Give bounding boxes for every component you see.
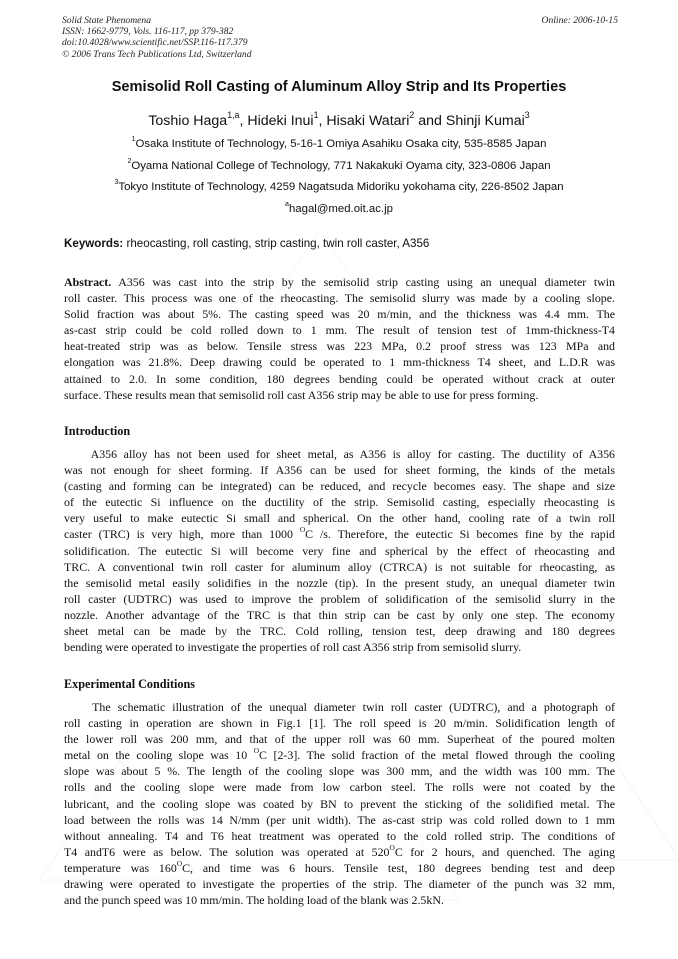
contact-email[interactable]: $^a$hagal@med.oit.ac.jp bbox=[285, 201, 393, 215]
text-line: roll casting in operation are shown in Fig.1 [1]. The roll speed is 20 m/min. Solidification length of bbox=[64, 716, 615, 731]
text-line: heat-treated strip was as below. Tensile stress was 223 MPa, 0.2 proof stress was 123 MPa and bbox=[64, 339, 615, 354]
text-line: T4 andT6 were as below. The solution was operated at $520^OC$ for 2 hours, and quenched. The aging bbox=[64, 842, 615, 859]
text-line: temperature was $160^OC$, and time was 6 hours. Tensile test, 180 degrees bending test and deep bbox=[64, 858, 615, 875]
keywords-text: rheocasting, roll casting, strip casting, twin roll caster, A356 bbox=[123, 237, 430, 250]
abstract-label: Abstract. bbox=[64, 275, 112, 289]
text-line: metal on the cooling slope was 10 $^O$C [2-3]. The solid fraction of the metal flowed through the cooling bbox=[64, 746, 615, 763]
text-line: lubricant, and the cooling slope was coated by BN to prevent the sticking of the solidified metal. The bbox=[64, 796, 615, 811]
text-line: (casting and forming can be integrated) can be reduced, and recycle becomes easy. The shape and size bbox=[64, 479, 615, 494]
copyright-line: © 2006 Trans Tech Publications Ltd, Switzerland bbox=[62, 48, 252, 60]
text-line: solidification. The eutectic Si will become very fine and spherical by the effect of rheocasting and bbox=[64, 543, 615, 558]
text-line: roll caster (UDTRC) was used to improve the problem of solidification of the semisolid slurry in the bbox=[64, 591, 615, 606]
text-line: drawing were operated to investigate the properties of the strip. The diameter of the punch was 32 mm, bbox=[64, 877, 615, 892]
affiliation-3: $^3$Tokyo Institute of Technology, 4259 Nagatsuda Midoriku yokohama city, 226-8502 Japan bbox=[114, 179, 564, 193]
text-line: load between the rolls was 14 N/mm (per unit width). The as-cast strip was cold rolled down to 1 mm bbox=[64, 812, 615, 827]
text-line: Abstract. A356 was cast into the strip by the semisolid strip casting using an unequal diameter twin bbox=[64, 275, 615, 289]
author: Hideki Inui$^1$, bbox=[247, 109, 327, 129]
affiliation-1: $^1$Osaka Institute of Technology, 5-16-1 Omiya Asahiku Osaka city, 535-8585 Japan bbox=[131, 136, 547, 150]
text-line: and the punch speed was 10 mm/min. The holding load of the blank was 2.5kN. bbox=[64, 893, 444, 908]
journal-name: Solid State Phenomena bbox=[62, 15, 151, 26]
text-line: The schematic illustration of the unequal diameter twin roll caster (UDTRC), and a photograph of bbox=[64, 700, 615, 714]
doi-line: doi:10.4028/www.scientific.net/SSP.116-117.379 bbox=[62, 37, 248, 49]
text-line: very useful to make eutectic Si small and spherical. On the other hand, cooling rate of a twin roll bbox=[64, 511, 615, 526]
text-line: attained to 2.0. In some condition, 180 degrees bending could be operated without crack at outer bbox=[64, 371, 615, 386]
abstract-paragraph bbox=[64, 274, 615, 403]
affiliation-2: $^2$Oyama National College of Technology, 771 Nakakuki Oyama city, 323-0806 Japan bbox=[127, 158, 551, 172]
text-line: was not enough for sheet forming. If A356 can be used for sheet forming, the kinds of the metals bbox=[64, 463, 615, 478]
journal-header bbox=[62, 15, 618, 60]
author: Hisaki Watari$^2$ and bbox=[326, 109, 446, 129]
text-line: Solid fraction was about 5%. The casting speed was 20 m/min, and the thickness was 4.4 mm. The bbox=[64, 307, 615, 322]
online-date: Online: 2006-10-15 bbox=[541, 15, 618, 26]
text-line: bending were operated to investigate the properties of roll cast A356 strip from semisolid slurry. bbox=[64, 640, 522, 655]
section-heading-introduction: Introduction bbox=[64, 424, 131, 438]
issn-line: ISSN: 1662-9779, Vols. 116-117, pp 379-382 bbox=[62, 26, 234, 38]
introduction-paragraph bbox=[64, 446, 615, 655]
text-line: the lower roll was 200 mm, and that of the upper roll was 60 mm. Superheat of the poured molten bbox=[64, 732, 615, 747]
text-line: surface. These results mean that semisolid roll cast A356 strip may be able to use for press forming. bbox=[64, 387, 539, 402]
text-line: nozzle. Another advantage of the TRC is that thin strip can be cast by only one step. The economy bbox=[64, 607, 615, 622]
text-line: caster (TRC) is very high, more than 1000 $^O$C /s. Therefore, the eutectic Si becomes fine by the rapid bbox=[64, 525, 615, 542]
text-line: sheet metal can be made by the TRC. Cold rolling, tension test, deep drawing and 180 degrees bbox=[64, 624, 615, 639]
text-line: A356 alloy has not been used for sheet metal, as A356 is alloy for casting. The ductility of A356 bbox=[64, 447, 615, 461]
text-line: TRC. A conventional twin roll caster for aluminum alloy (CTRCA) is not suitable for rheocasting, as bbox=[64, 559, 615, 574]
text-line: slope was about 5 %. The length of the cooling slope was 300 mm, and the width was 100 mm. The bbox=[64, 764, 615, 779]
author: Toshio Haga$^{1,a}$, bbox=[148, 109, 248, 129]
experimental-paragraph bbox=[64, 699, 615, 908]
keywords bbox=[64, 237, 624, 250]
text-line: rolls and the cooling slope were made from low carbon steel. The rolls were not coated by the bbox=[64, 780, 615, 795]
text-line: the semisolid metal easily solidifies in the nozzle (tip). In the present study, an unequal diameter twin bbox=[64, 575, 615, 590]
author-list bbox=[0, 109, 678, 129]
paper-title: Semisolid Roll Casting of Aluminum Alloy Strip and Its Properties bbox=[111, 79, 567, 95]
section-heading-experimental: Experimental Conditions bbox=[64, 677, 196, 691]
author: Shinji Kumai$^3$ bbox=[445, 109, 530, 129]
text-line: as-cast strip could be cold rolled down to 1 mm. The result of tension test of 1mm-thickness-T4 bbox=[64, 323, 615, 338]
text-line: without annealing. T4 and T6 heat treatment was operated to the cold rolled strip. The conditions of bbox=[64, 828, 615, 843]
text-line: of the eutectic Si influence on the ductility of the strip. Semisolid casting, especially rheocasting is bbox=[64, 495, 615, 510]
keywords-label: Keywords: bbox=[64, 237, 124, 250]
text-line: roll caster. This process was one of the rheocasting. The semisolid slurry was made by a cooling slope. bbox=[64, 291, 615, 306]
text-line: elongation was 21.8%. Deep drawing could be operated to 1 mm-thickness T4 sheet, and L.D.R was bbox=[64, 355, 615, 370]
